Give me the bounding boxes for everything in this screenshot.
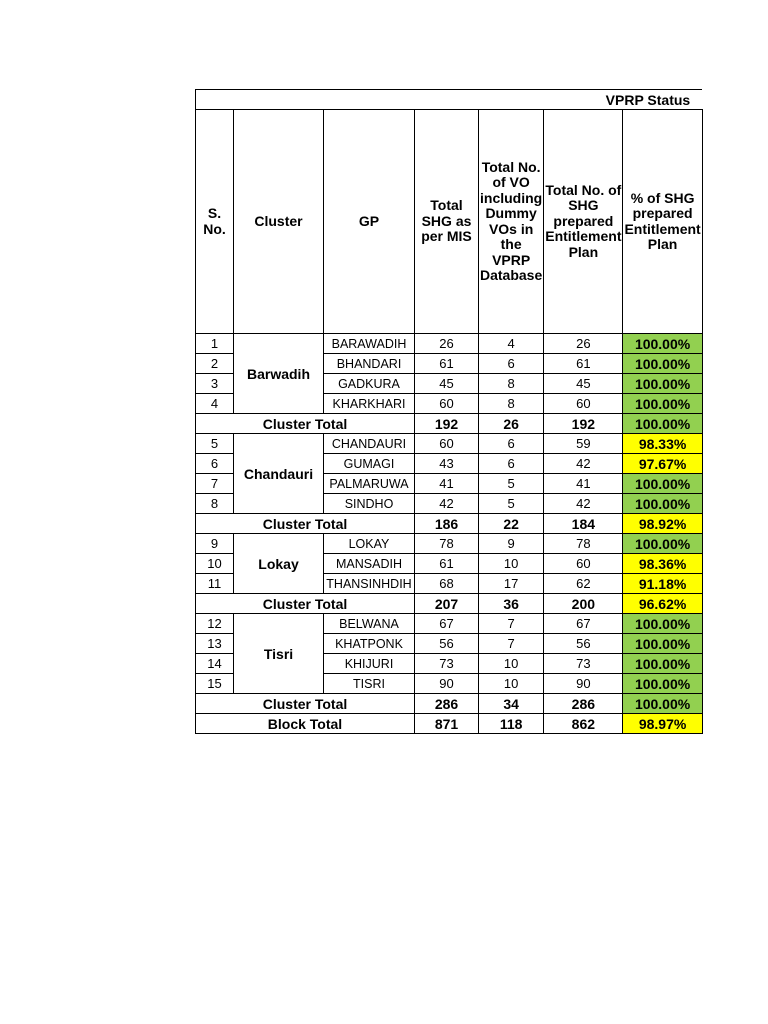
gp-cell: KHARKHARI: [324, 394, 415, 414]
cluster-name-cell: Tisri: [234, 614, 324, 694]
cluster-name-cell: Barwadih: [234, 334, 324, 414]
gp-cell: BARAWADIH: [324, 334, 415, 354]
header-sno: S. No.: [196, 110, 234, 334]
header-total-vo: Total No. of VO including Dummy VOs in the VPRP Database: [479, 110, 544, 334]
cluster-total-label: Cluster Total: [196, 514, 415, 534]
total-shg-cell: 207: [415, 594, 479, 614]
header-row: [196, 110, 703, 334]
total-shg-cell: 41: [415, 474, 479, 494]
table-title: VPRP Status: [196, 90, 703, 110]
pct-cell: 100.00%: [623, 474, 702, 494]
header-gp: GP: [324, 110, 415, 334]
total-shg-cell: 68: [415, 574, 479, 594]
total-shg-cell: 871: [415, 714, 479, 734]
total-shg-cell: 73: [415, 654, 479, 674]
total-vo-cell: 9: [479, 534, 544, 554]
gp-cell: MANSADIH: [324, 554, 415, 574]
pct-cell: 100.00%: [623, 334, 702, 354]
gp-cell: GADKURA: [324, 374, 415, 394]
pct-cell: 91.18%: [623, 574, 702, 594]
total-vo-cell: 6: [479, 454, 544, 474]
pct-cell: 100.00%: [623, 534, 702, 554]
shg-prepared-cell: 42: [544, 454, 623, 474]
pct-cell: 98.33%: [623, 434, 702, 454]
shg-prepared-cell: 45: [544, 374, 623, 394]
total-vo-cell: 10: [479, 554, 544, 574]
sno-cell: 10: [196, 554, 234, 574]
header-pct-prepared: % of SHG prepared Entitlement Plan: [623, 110, 702, 334]
pct-cell: 100.00%: [623, 354, 702, 374]
pct-cell: 98.97%: [623, 714, 702, 734]
cluster-total-row: [196, 694, 703, 714]
gp-cell: KHIJURI: [324, 654, 415, 674]
total-vo-cell: 5: [479, 494, 544, 514]
cluster-total-row: [196, 594, 703, 614]
total-vo-cell: 5: [479, 474, 544, 494]
gp-cell: KHATPONK: [324, 634, 415, 654]
table-row: [196, 434, 703, 454]
shg-prepared-cell: 59: [544, 434, 623, 454]
header-cluster: Cluster: [234, 110, 324, 334]
pct-cell: 98.92%: [623, 514, 702, 534]
shg-prepared-cell: 200: [544, 594, 623, 614]
cluster-total-label: Cluster Total: [196, 414, 415, 434]
total-vo-cell: 10: [479, 674, 544, 694]
pct-cell: 96.62%: [623, 594, 702, 614]
shg-prepared-cell: 42: [544, 494, 623, 514]
total-vo-cell: 6: [479, 434, 544, 454]
gp-cell: BHANDARI: [324, 354, 415, 374]
total-shg-cell: 67: [415, 614, 479, 634]
pct-cell: 97.67%: [623, 454, 702, 474]
gp-cell: CHANDAURI: [324, 434, 415, 454]
cluster-total-row: [196, 514, 703, 534]
total-vo-cell: 36: [479, 594, 544, 614]
sno-cell: 12: [196, 614, 234, 634]
sno-cell: 13: [196, 634, 234, 654]
title-row: [196, 90, 703, 110]
pct-cell: 100.00%: [623, 374, 702, 394]
shg-prepared-cell: 62: [544, 574, 623, 594]
shg-prepared-cell: 862: [544, 714, 623, 734]
shg-prepared-cell: 61: [544, 354, 623, 374]
cluster-total-label: Cluster Total: [196, 694, 415, 714]
header-total-shg: Total SHG as per MIS: [415, 110, 479, 334]
total-shg-cell: 90: [415, 674, 479, 694]
total-vo-cell: 7: [479, 614, 544, 634]
pct-cell: 100.00%: [623, 634, 702, 654]
pct-cell: 98.36%: [623, 554, 702, 574]
total-vo-cell: 34: [479, 694, 544, 714]
gp-cell: LOKAY: [324, 534, 415, 554]
sno-cell: 14: [196, 654, 234, 674]
block-total-label: Block Total: [196, 714, 415, 734]
shg-prepared-cell: 67: [544, 614, 623, 634]
total-shg-cell: 186: [415, 514, 479, 534]
total-shg-cell: 56: [415, 634, 479, 654]
total-shg-cell: 286: [415, 694, 479, 714]
pct-cell: 100.00%: [623, 394, 702, 414]
shg-prepared-cell: 184: [544, 514, 623, 534]
cluster-name-cell: Chandauri: [234, 434, 324, 514]
shg-prepared-cell: 60: [544, 394, 623, 414]
total-shg-cell: 60: [415, 394, 479, 414]
gp-cell: GUMAGI: [324, 454, 415, 474]
sno-cell: 9: [196, 534, 234, 554]
sno-cell: 3: [196, 374, 234, 394]
sno-cell: 4: [196, 394, 234, 414]
total-shg-cell: 61: [415, 354, 479, 374]
shg-prepared-cell: 90: [544, 674, 623, 694]
total-vo-cell: 17: [479, 574, 544, 594]
sno-cell: 5: [196, 434, 234, 454]
shg-prepared-cell: 56: [544, 634, 623, 654]
sno-cell: 11: [196, 574, 234, 594]
shg-prepared-cell: 192: [544, 414, 623, 434]
cluster-total-label: Cluster Total: [196, 594, 415, 614]
sno-cell: 2: [196, 354, 234, 374]
total-vo-cell: 10: [479, 654, 544, 674]
total-vo-cell: 6: [479, 354, 544, 374]
total-shg-cell: 45: [415, 374, 479, 394]
shg-prepared-cell: 78: [544, 534, 623, 554]
shg-prepared-cell: 26: [544, 334, 623, 354]
shg-prepared-cell: 286: [544, 694, 623, 714]
total-shg-cell: 26: [415, 334, 479, 354]
total-vo-cell: 7: [479, 634, 544, 654]
table-row: [196, 334, 703, 354]
pct-cell: 100.00%: [623, 694, 702, 714]
total-vo-cell: 8: [479, 374, 544, 394]
pct-cell: 100.00%: [623, 614, 702, 634]
total-shg-cell: 61: [415, 554, 479, 574]
total-vo-cell: 8: [479, 394, 544, 414]
shg-prepared-cell: 41: [544, 474, 623, 494]
cluster-name-cell: Lokay: [234, 534, 324, 594]
shg-prepared-cell: 60: [544, 554, 623, 574]
vprp-status-table: [195, 89, 703, 734]
total-shg-cell: 43: [415, 454, 479, 474]
sno-cell: 1: [196, 334, 234, 354]
total-vo-cell: 22: [479, 514, 544, 534]
total-shg-cell: 60: [415, 434, 479, 454]
pct-cell: 100.00%: [623, 654, 702, 674]
gp-cell: PALMARUWA: [324, 474, 415, 494]
gp-cell: THANSINHDIH: [324, 574, 415, 594]
table-row: [196, 614, 703, 634]
sno-cell: 8: [196, 494, 234, 514]
gp-cell: TISRI: [324, 674, 415, 694]
pct-cell: 100.00%: [623, 494, 702, 514]
total-shg-cell: 42: [415, 494, 479, 514]
table-row: [196, 534, 703, 554]
total-vo-cell: 118: [479, 714, 544, 734]
total-shg-cell: 192: [415, 414, 479, 434]
pct-cell: 100.00%: [623, 674, 702, 694]
total-shg-cell: 78: [415, 534, 479, 554]
gp-cell: SINDHO: [324, 494, 415, 514]
total-vo-cell: 4: [479, 334, 544, 354]
block-total-row: [196, 714, 703, 734]
shg-prepared-cell: 73: [544, 654, 623, 674]
sno-cell: 6: [196, 454, 234, 474]
cluster-total-row: [196, 414, 703, 434]
sno-cell: 15: [196, 674, 234, 694]
header-shg-prepared: Total No. of SHG prepared Entitlement Plan: [544, 110, 623, 334]
gp-cell: BELWANA: [324, 614, 415, 634]
sno-cell: 7: [196, 474, 234, 494]
total-vo-cell: 26: [479, 414, 544, 434]
pct-cell: 100.00%: [623, 414, 702, 434]
